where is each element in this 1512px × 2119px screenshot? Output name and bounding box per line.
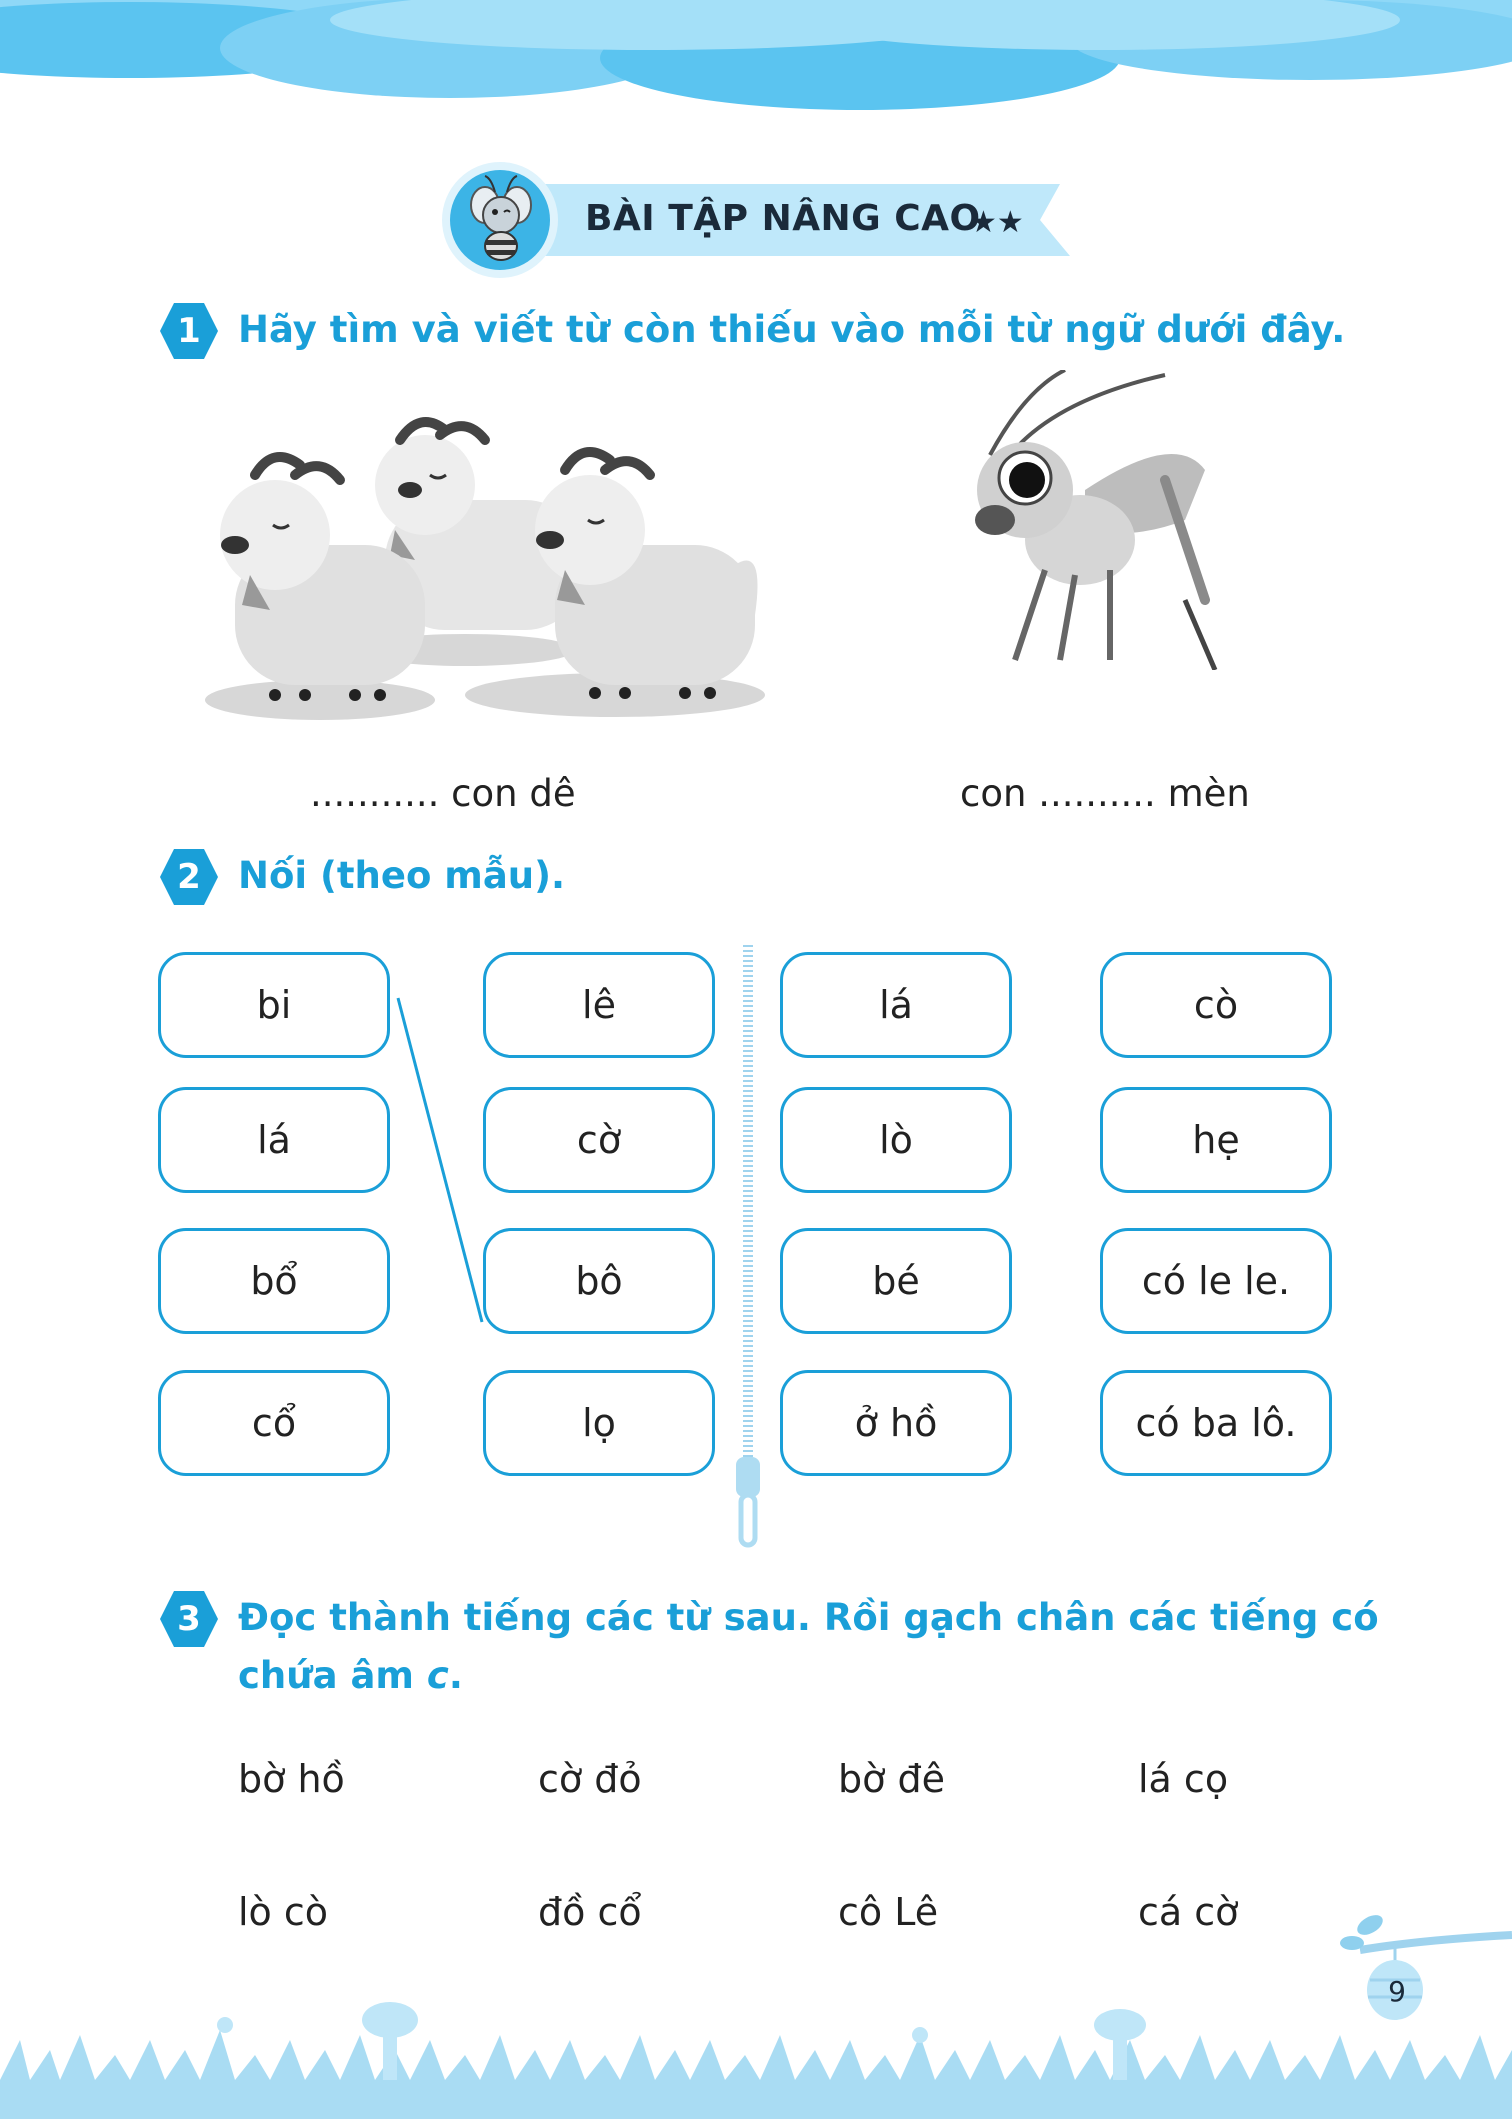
question-3-text-line1: Đọc thành tiếng các từ sau. Rồi gạch chân các tiếng có	[238, 1596, 1379, 1639]
question-3-text-line2: chứa âm c.	[238, 1654, 463, 1697]
match-box[interactable]: lê	[483, 952, 715, 1058]
match-box[interactable]: lò	[780, 1087, 1012, 1193]
word-item[interactable]: lò cò	[238, 1890, 329, 1934]
question-number-badge: 2	[158, 846, 220, 908]
match-box[interactable]: hẹ	[1100, 1087, 1332, 1193]
match-box[interactable]: cò	[1100, 952, 1332, 1058]
match-box[interactable]: có ba lô.	[1100, 1370, 1332, 1476]
word-item[interactable]: cô Lê	[838, 1890, 939, 1934]
match-box[interactable]: có le le.	[1100, 1228, 1332, 1334]
page-number: 9	[1388, 1975, 1406, 2008]
cricket-illustration	[935, 370, 1235, 670]
question-2-text: Nối (theo mẫu).	[238, 854, 566, 897]
match-box[interactable]: bi	[158, 952, 390, 1058]
goats-illustration	[195, 395, 775, 725]
question-number-badge: 1	[158, 300, 220, 362]
match-box[interactable]: bé	[780, 1228, 1012, 1334]
fill-blank-goat: ........... con dê	[310, 772, 576, 815]
word-item[interactable]: đồ cổ	[538, 1890, 642, 1934]
match-box[interactable]: lá	[780, 952, 1012, 1058]
match-box[interactable]: bô	[483, 1228, 715, 1334]
fill-blank-cricket: con .......... mèn	[960, 772, 1250, 815]
word-item[interactable]: lá cọ	[1138, 1757, 1229, 1801]
zipper-divider	[728, 945, 768, 1565]
word-item[interactable]: cá cờ	[1138, 1890, 1239, 1934]
match-box[interactable]: ở hồ	[780, 1370, 1012, 1476]
cloud-banner-decoration	[0, 0, 1512, 120]
match-box[interactable]: cờ	[483, 1087, 715, 1193]
grass-footer-decoration	[0, 1940, 1512, 2119]
example-match-line	[390, 990, 490, 1330]
word-item[interactable]: bờ hồ	[238, 1757, 345, 1801]
word-item[interactable]: bờ đê	[838, 1757, 945, 1801]
match-box[interactable]: bổ	[158, 1228, 390, 1334]
question-number-badge: 3	[158, 1588, 220, 1650]
word-item[interactable]: cờ đỏ	[538, 1757, 642, 1801]
section-title: BÀI TẬP NÂNG CAO	[585, 198, 981, 239]
bee-mascot-icon	[455, 170, 545, 270]
match-box[interactable]: cổ	[158, 1370, 390, 1476]
difficulty-stars: ★★	[970, 205, 1024, 240]
match-box[interactable]: lọ	[483, 1370, 715, 1476]
match-box[interactable]: lá	[158, 1087, 390, 1193]
question-1-text: Hãy tìm và viết từ còn thiếu vào mỗi từ ngữ dưới đây.	[238, 308, 1346, 351]
